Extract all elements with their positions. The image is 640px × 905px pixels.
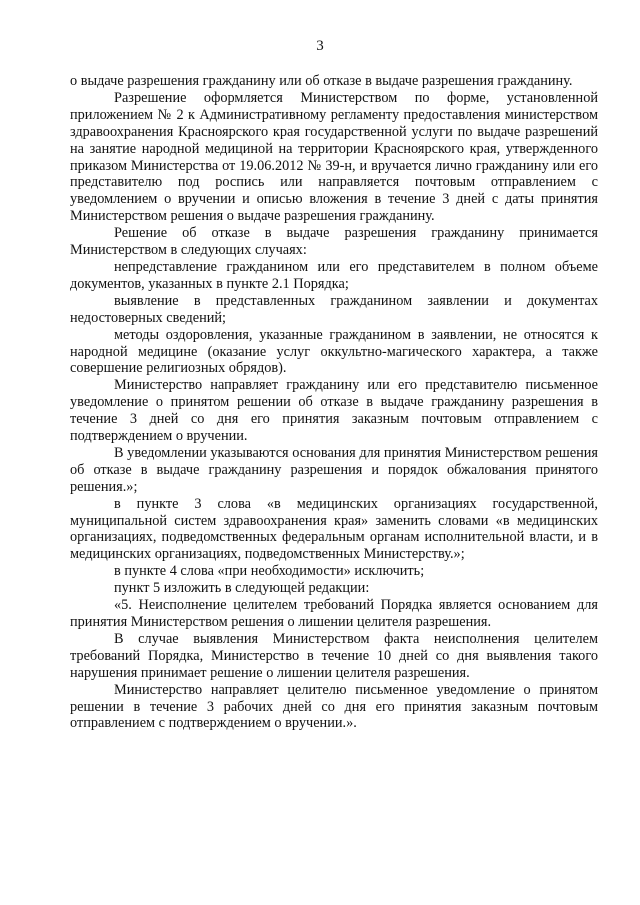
body-text — [70, 73, 598, 732]
paragraph-violation-case: В случае выявления Министерством факта неисполнения целителем требований Порядка, Министерство в течение 10 дней со дня выявления такого нарушения принимает решение о лишении целителя разрешения. — [70, 630, 598, 681]
paragraph-clause-5-intro: пункт 5 изложить в следующей редакции: — [114, 580, 370, 597]
paragraph-case-methods: методы оздоровления, указанные гражданином в заявлении, не относятся к народной медицине (оказание услуг оккультно-магического характера, а также совершение религиозных обрядов). — [70, 326, 598, 377]
paragraph-revocation-notice: Министерство направляет целителю письменное уведомление о принятом решении в течение 3 рабочих дней со дня его принятия заказным почтовым отправлением с подтверждением о вручении.». — [70, 681, 598, 732]
paragraph-clause-4: в пункте 4 слова «при необходимости» исключить; — [114, 563, 425, 580]
paragraph-case-incomplete-documents: непредставление гражданином или его представителем в полном объеме документов, указанных в пункте 2.1 Порядка; — [70, 258, 598, 292]
paragraph-clause-3: в пункте 3 слова «в медицинских организациях государственной, муниципальной систем здравоохранения края» заменить словами «в медицинских организациях, подведомственных федеральным органам исполнительной власти, и в медицинских организациях, подведомственных Министерству.»; — [70, 495, 598, 563]
paragraph-notice-content: В уведомлении указываются основания для принятия Министерством решения об отказе в выдаче гражданину разрешения и порядок обжалования принятого решения.»; — [70, 444, 598, 495]
paragraph-permit-issuance: Разрешение оформляется Министерством по форме, установленной приложением № 2 к Административному регламенту предоставления министерством здравоохранения Красноярского края государственной услуги по выдаче разрешений на занятие народной медициной на территории Красноярского края, утвержденного приказом Министерства от 19.06.2012 № 39-н, и вручается лично гражданину или его представителю под роспись или направляется почтовым отправлением с уведомлением о вручении и описью вложения в течение 3 дней с даты принятия Министерством решения о выдаче разрешения гражданину. — [70, 89, 598, 225]
paragraph-continuation: о выдаче разрешения гражданину или об отказе в выдаче разрешения гражданину. — [70, 73, 573, 89]
page-number: 3 — [316, 38, 324, 54]
paragraph-case-false-information: выявление в представленных гражданином заявлении и документах недостоверных сведений; — [70, 292, 598, 326]
paragraph-refusal-notice: Министерство направляет гражданину или его представителю письменное уведомление о принятом решении об отказе в выдаче гражданину разрешения в течение 3 дней со дня его принятия заказным почтовым отправлением с подтверждением о вручении. — [70, 377, 598, 445]
paragraph-refusal-cases: Решение об отказе в выдаче разрешения гражданину принимается Министерством в следующих случаях: — [70, 225, 598, 259]
paragraph-clause-5-text: «5. Неисполнение целителем требований Порядка является основанием для принятия Министерством решения о лишении целителя разрешения. — [70, 597, 598, 630]
